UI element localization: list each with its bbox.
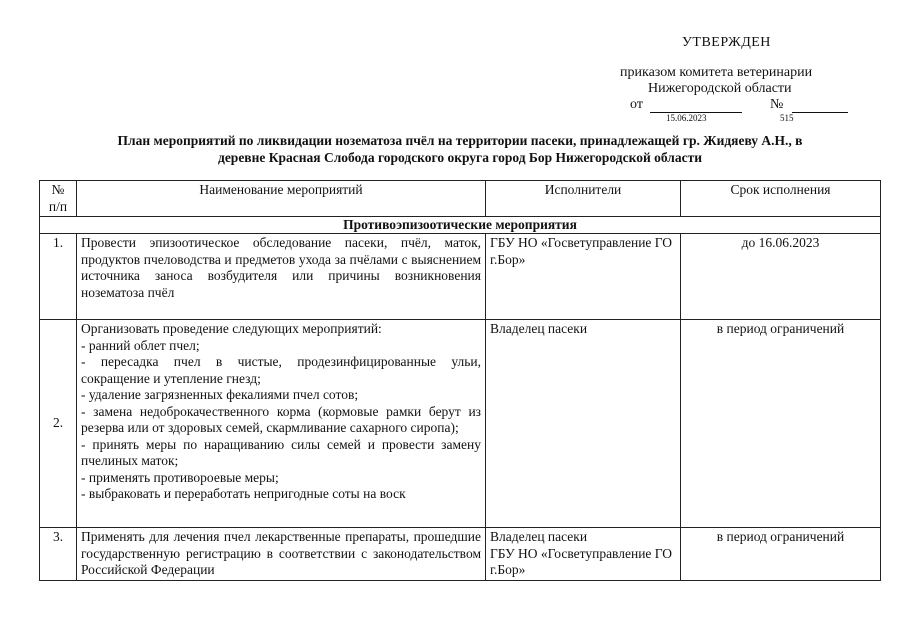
- approval-heading: УТВЕРЖДЕН: [682, 35, 771, 50]
- row-term: в период ограничений: [681, 320, 881, 528]
- section-row: [40, 217, 881, 234]
- document-title: [40, 132, 880, 166]
- approval-date: 15.06.2023: [666, 113, 707, 123]
- date-prefix: от: [630, 97, 643, 112]
- row-name-line: - удаление загрязненных фекалиями пчел сотов;: [81, 387, 359, 402]
- row-name-line: Организовать проведение следующих мероприятий:: [81, 321, 382, 336]
- section-title: Противоэпизоотические мероприятия: [40, 217, 881, 234]
- row-name: Провести эпизоотическое обследование пасеки, пчёл, маток, продуктов пчеловодства и предметов ухода за пчёлами с выяснением источника заноса возбудителя или причины возникновения нозематоза пчёл: [77, 234, 486, 320]
- row-executors: [486, 528, 681, 581]
- row-term: до 16.06.2023: [681, 234, 881, 320]
- header-name: Наименование мероприятий: [77, 181, 486, 217]
- table-row: [40, 320, 881, 528]
- number-underline: [792, 112, 848, 113]
- row-num: 3.: [40, 528, 77, 581]
- row-executors: [486, 320, 681, 528]
- row-name-line: - пересадка пчел в чистые, продезинфицированные ульи, сокращение и утепление гнезд;: [81, 354, 481, 386]
- executor: ГБУ НО «Госветуправление ГО г.Бор»: [490, 545, 673, 577]
- approval-region-line: Нижегородской области: [648, 81, 792, 96]
- table-header-row: [40, 181, 881, 217]
- row-name-line: - выбраковать и переработать непригодные соты на воск: [81, 486, 406, 501]
- row-name-line: - принять меры по наращиванию силы семей и провести замену пчелиных маток;: [81, 436, 481, 468]
- title-line-2: деревне Красная Слобода городского округа город Бор Нижегородской области: [217, 150, 703, 165]
- row-name-line: - замена недоброкачественного корма (кормовые рамки берут из резерва или от здоровых семей, скармливание сахарного сиропа);: [81, 403, 481, 435]
- executor: Владелец пасеки: [490, 529, 588, 544]
- approval-number: 515: [780, 113, 794, 123]
- title-line-1: План мероприятий по ликвидации нозематоза пчёл на территории пасеки, принадлежащей гр. Жидяеву А.Н., в: [117, 133, 803, 148]
- row-num: 1.: [40, 234, 77, 320]
- row-term: в период ограничений: [681, 528, 881, 581]
- row-name: Применять для лечения пчел лекарственные препараты, прошедшие государственную регистрацию в соответствии с законодательством Российской Федерации: [77, 528, 486, 581]
- row-name: [77, 320, 486, 528]
- row-num: 2.: [40, 320, 77, 528]
- header-num-line-1: №: [51, 182, 65, 197]
- header-num: [40, 181, 77, 217]
- table-row: [40, 528, 881, 581]
- plan-table: [39, 180, 881, 581]
- header-term: Срок исполнения: [681, 181, 881, 217]
- approval-date-line: [630, 96, 870, 124]
- header-num-line-2: п/п: [48, 198, 68, 214]
- executor: Владелец пасеки: [490, 321, 588, 336]
- table-row: [40, 234, 881, 320]
- row-name-line: - применять противороевые меры;: [81, 469, 279, 485]
- approval-order-line: приказом комитета ветеринарии: [620, 65, 813, 80]
- row-name-line: - ранний облет пчел;: [81, 337, 200, 353]
- number-sign: №: [770, 97, 784, 112]
- row-executors: [486, 234, 681, 320]
- executor: ГБУ НО «Госветуправление ГО г.Бор»: [490, 235, 673, 267]
- header-executors: Исполнители: [486, 181, 681, 217]
